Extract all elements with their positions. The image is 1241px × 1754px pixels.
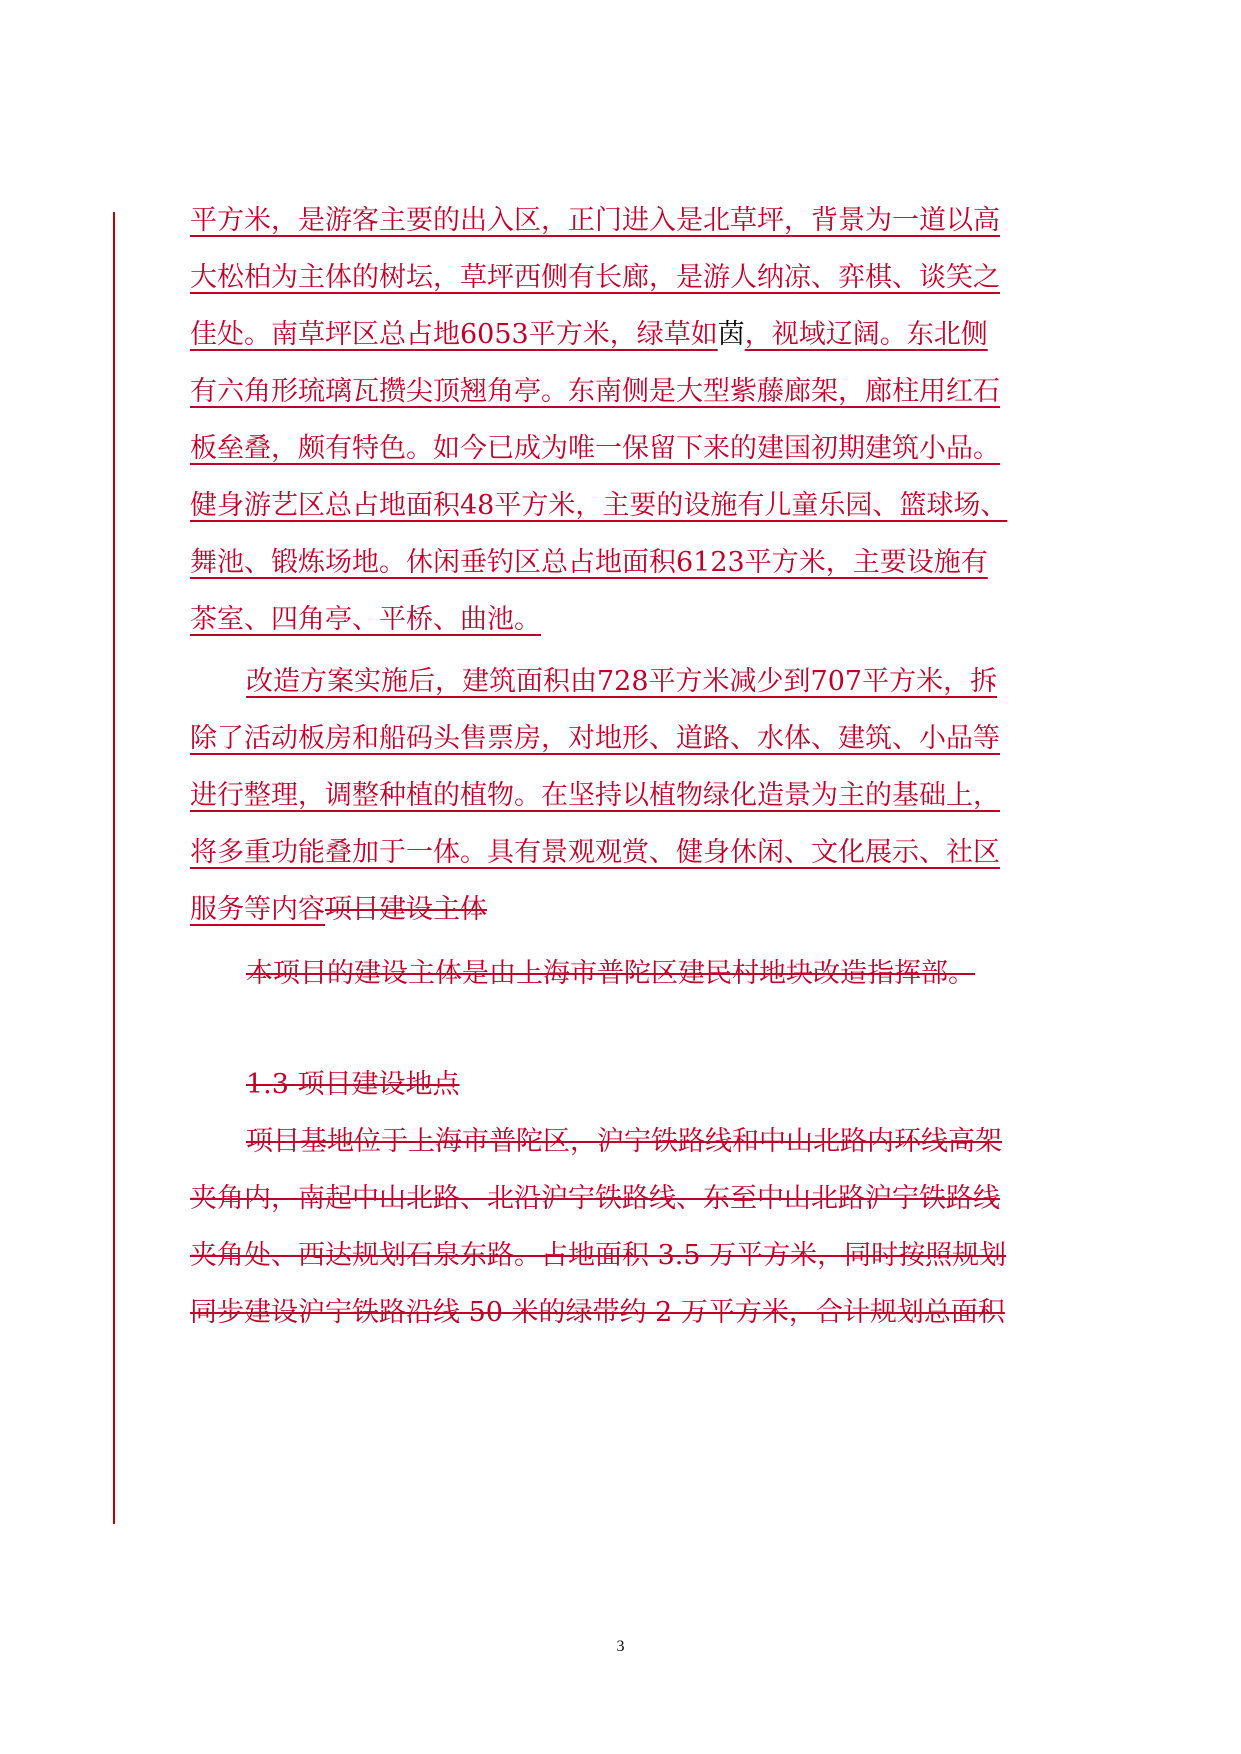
paragraph-line xyxy=(190,1226,1006,1286)
inserted-text: ，视域辽阔。东北侧 xyxy=(744,319,988,350)
inserted-text: 服务等内容 xyxy=(190,894,325,925)
deleted-text: 1.3 项目建设地点 xyxy=(246,1069,460,1100)
paragraph-line xyxy=(190,476,1007,536)
deleted-text: 项目基地位于上海市普陀区，沪宁铁路线和中山北路内环线高架 xyxy=(246,1126,1002,1157)
inserted-text: 茶室、四角亭、平桥、曲池。 xyxy=(190,604,541,635)
paragraph-line xyxy=(190,823,1000,883)
inserted-text: 有六角形琉璃瓦攒尖顶翘角亭。东南侧是大型紫藤廊架，廊柱用红石 xyxy=(190,376,1000,407)
inserted-text: 将多重功能叠加于一体。具有景观观赏、健身休闲、文化展示、社区 xyxy=(190,837,1000,868)
paragraph-line xyxy=(190,305,988,365)
paragraph-line xyxy=(190,709,1000,769)
paragraph-line xyxy=(190,590,541,650)
deleted-text: 夹角内，南起中山北路、北沿沪宁铁路线、东至中山北路沪宁铁路线 xyxy=(190,1183,1000,1214)
page-number: 3 xyxy=(616,1638,625,1655)
paragraph-line xyxy=(246,652,997,712)
paragraph-line xyxy=(190,880,487,940)
paragraph-line xyxy=(190,766,1000,826)
paragraph-line xyxy=(190,1169,1000,1229)
inserted-text: 健身游艺区总占地面积48平方米，主要的设施有儿童乐园、篮球场、 xyxy=(190,490,1008,521)
paragraph-line xyxy=(246,944,975,1004)
inserted-text: 进行整理，调整种植的植物。在坚持以植物绿化造景为主的基础上， xyxy=(190,780,1000,811)
deleted-text: 同步建设沪宁铁路沿线 50 米的绿带约 2 万平方米，合计规划总面积 xyxy=(190,1297,1005,1328)
paragraph-line xyxy=(190,533,988,593)
inserted-text: 佳处。南草坪区总占地6053平方米，绿草如 xyxy=(190,319,718,350)
section-heading xyxy=(246,1055,460,1115)
paragraph-line xyxy=(246,1112,1002,1172)
deleted-text: 夹角处、西达规划石泉东路。占地面积 3.5 万平方米，同时按照规划 xyxy=(190,1240,1007,1271)
unchanged-text: 茵 xyxy=(717,319,745,350)
inserted-text: 改造方案实施后，建筑面积由728平方米减少到707平方米，拆 xyxy=(246,666,998,697)
paragraph-line xyxy=(190,1283,1005,1343)
paragraph-line xyxy=(190,191,1000,251)
inserted-text: 大松柏为主体的树坛，草坪西侧有长廊，是游人纳凉、弈棋、谈笑之 xyxy=(190,262,1000,293)
deleted-text: 本项目的建设主体是由上海市普陀区建民村地块改造指挥部。 xyxy=(246,958,975,989)
inserted-text: 舞池、锻炼场地。休闲垂钓区总占地面积6123平方米，主要设施有 xyxy=(190,547,988,578)
paragraph-line xyxy=(190,362,1000,422)
inserted-text: 平方米，是游客主要的出入区，正门进入是北草坪，背景为一道以高 xyxy=(190,205,1000,236)
paragraph-line xyxy=(190,248,1000,308)
inserted-text: 板垒叠，颇有特色。如今已成为唯一保留下来的建国初期建筑小品。 xyxy=(190,433,1000,464)
deleted-text: 项目建设主体 xyxy=(325,894,487,925)
paragraph-line xyxy=(190,419,1000,479)
inserted-text: 除了活动板房和船码头售票房，对地形、道路、水体、建筑、小品等 xyxy=(190,723,1000,754)
revision-change-bar xyxy=(113,212,115,1524)
